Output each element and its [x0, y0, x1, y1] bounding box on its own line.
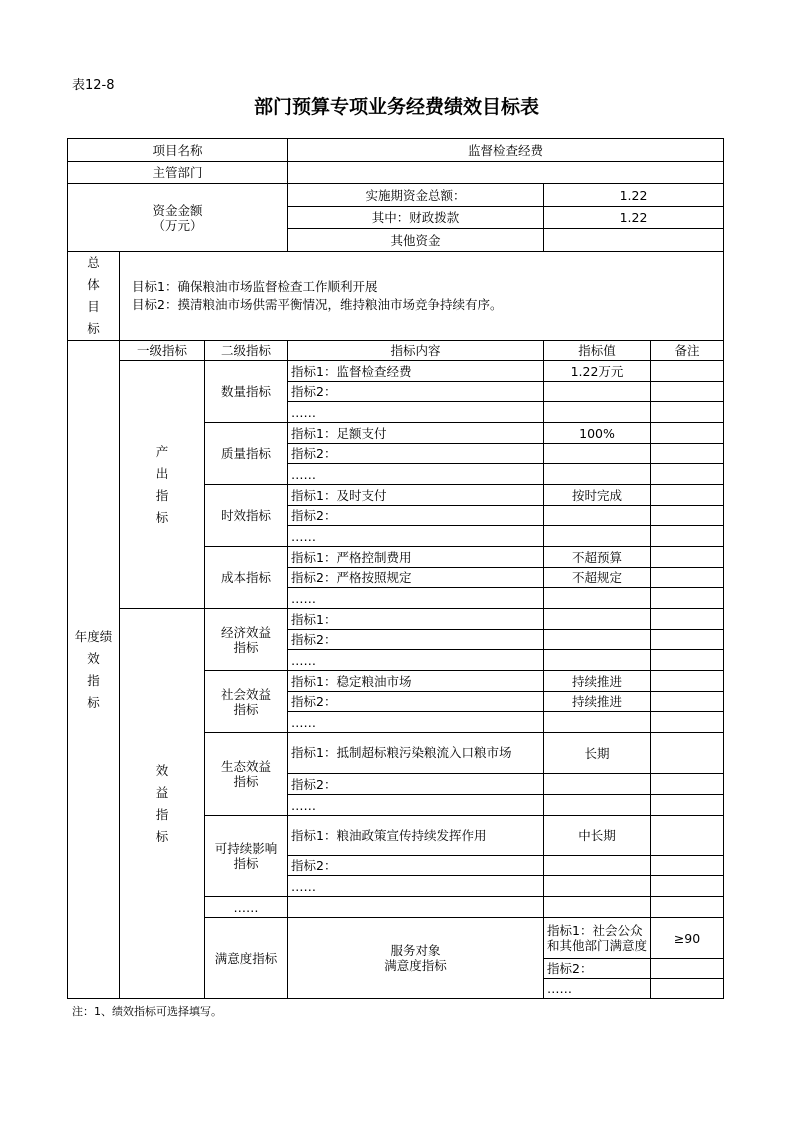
- social-value-2: 持续推进: [544, 692, 651, 712]
- quantity-value-2: [544, 382, 651, 402]
- service-target-indicator-label: 服务对象 满意度指标: [288, 918, 544, 999]
- header-level1: 一级指标: [120, 341, 205, 361]
- ecological-indicator-label: 生态效益 指标: [205, 733, 288, 816]
- ecological-item-2: 指标2：: [288, 774, 544, 795]
- sustainable-value-2: [544, 856, 651, 876]
- cost-ellipsis-remark: [651, 588, 724, 609]
- timeliness-remark-2: [651, 506, 724, 526]
- timeliness-value-2: [544, 506, 651, 526]
- quantity-remark-2: [651, 382, 724, 402]
- quantity-item-2: 指标2：: [288, 382, 544, 402]
- service-ellipsis-value: [651, 979, 724, 999]
- fiscal-funds-value: 1.22: [544, 207, 724, 229]
- header-remark: 备注: [651, 341, 724, 361]
- quantity-indicator-label: 数量指标: [205, 361, 288, 423]
- funds-label: [68, 184, 288, 252]
- social-ellipsis: ……: [288, 712, 544, 733]
- service-item-1: 指标1：社会公众和其他部门满意度: [544, 918, 651, 959]
- performance-target-table: [67, 138, 724, 999]
- service-value-1: ≥90: [651, 918, 724, 959]
- output-indicators-label: 产 出 指 标: [120, 361, 205, 609]
- benefit-more-ellipsis: ……: [205, 897, 288, 918]
- economic-ellipsis: ……: [288, 650, 544, 671]
- timeliness-ellipsis-value: [544, 526, 651, 547]
- sustainable-ellipsis-remark: [651, 876, 724, 897]
- cost-remark-1: [651, 547, 724, 568]
- dept-label: 主管部门: [68, 162, 288, 184]
- sustainable-indicator-label: 可持续影响 指标: [205, 816, 288, 897]
- benefit-more-value: [544, 897, 651, 918]
- timeliness-remark-1: [651, 485, 724, 506]
- timeliness-item-1: 指标1：及时支付: [288, 485, 544, 506]
- economic-item-2: 指标2：: [288, 630, 544, 650]
- ecological-remark-2: [651, 774, 724, 795]
- header-value: 指标值: [544, 341, 651, 361]
- other-funds-label: 其他资金: [288, 229, 544, 252]
- ecological-value-2: [544, 774, 651, 795]
- cost-item-2: 指标2：严格按照规定: [288, 568, 544, 588]
- quality-indicator-label: 质量指标: [205, 423, 288, 485]
- quality-ellipsis-remark: [651, 464, 724, 485]
- social-remark-1: [651, 671, 724, 692]
- benefit-more-remark: [651, 897, 724, 918]
- sustainable-item-1: 指标1：粮油政策宣传持续发挥作用: [288, 816, 544, 856]
- quality-value-2: [544, 444, 651, 464]
- fiscal-funds-label: 其中：财政拨款: [288, 207, 544, 229]
- benefit-indicators-label: 效 益 指 标: [120, 609, 205, 999]
- overall-goals-content: [120, 252, 724, 341]
- economic-remark-1: [651, 609, 724, 630]
- footnote: 注：1、绩效指标可选择填写。: [72, 1005, 222, 1018]
- timeliness-indicator-label: 时效指标: [205, 485, 288, 547]
- table-number-label: 表12-8: [72, 78, 115, 93]
- quantity-ellipsis-remark: [651, 402, 724, 423]
- quantity-value-1: 1.22万元: [544, 361, 651, 382]
- funds-label-line-2: （万元）: [152, 217, 203, 233]
- goal-1: 目标1：确保粮油市场监督检查工作顺利开展: [132, 279, 378, 294]
- total-funds-label: 实施期资金总额：: [288, 184, 544, 207]
- timeliness-item-2: 指标2：: [288, 506, 544, 526]
- economic-value-1: [544, 609, 651, 630]
- sustainable-ellipsis-value: [544, 876, 651, 897]
- cost-item-1: 指标1：严格控制费用: [288, 547, 544, 568]
- ecological-ellipsis: ……: [288, 795, 544, 816]
- sustainable-remark-2: [651, 856, 724, 876]
- quality-item-2: 指标2：: [288, 444, 544, 464]
- timeliness-value-1: 按时完成: [544, 485, 651, 506]
- quality-item-1: 指标1：足额支付: [288, 423, 544, 444]
- social-indicator-label: 社会效益 指标: [205, 671, 288, 733]
- economic-indicator-label: 经济效益 指标: [205, 609, 288, 671]
- ecological-ellipsis-remark: [651, 795, 724, 816]
- satisfaction-indicators-label: 满意度指标: [205, 918, 288, 999]
- benefit-more-content: [288, 897, 544, 918]
- social-item-1: 指标1：稳定粮油市场: [288, 671, 544, 692]
- sustainable-remark-1: [651, 816, 724, 856]
- service-ellipsis: ……: [544, 979, 651, 999]
- social-ellipsis-remark: [651, 712, 724, 733]
- quantity-remark-1: [651, 361, 724, 382]
- economic-value-2: [544, 630, 651, 650]
- annual-indicators-label: 年度绩 效 指 标: [68, 341, 120, 999]
- ecological-item-1: 指标1：抵制超标粮污染粮流入口粮市场: [288, 733, 544, 774]
- ecological-ellipsis-value: [544, 795, 651, 816]
- economic-ellipsis-value: [544, 650, 651, 671]
- service-item-2: 指标2：: [544, 959, 651, 979]
- cost-indicator-label: 成本指标: [205, 547, 288, 609]
- quantity-ellipsis: ……: [288, 402, 544, 423]
- goal-2: 目标2：摸清粮油市场供需平衡情况，维持粮油市场竞争持续有序。: [132, 297, 503, 312]
- cost-remark-2: [651, 568, 724, 588]
- cost-ellipsis-value: [544, 588, 651, 609]
- ecological-value-1: 长期: [544, 733, 651, 774]
- quantity-item-1: 指标1：监督检查经费: [288, 361, 544, 382]
- timeliness-ellipsis: ……: [288, 526, 544, 547]
- ecological-remark-1: [651, 733, 724, 774]
- sustainable-value-1: 中长期: [544, 816, 651, 856]
- social-item-2: 指标2：: [288, 692, 544, 712]
- document-title: 部门预算专项业务经费绩效目标表: [253, 96, 539, 118]
- cost-ellipsis: ……: [288, 588, 544, 609]
- project-name-value: 监督检查经费: [288, 139, 724, 162]
- project-name-label: 项目名称: [68, 139, 288, 162]
- quality-remark-2: [651, 444, 724, 464]
- economic-ellipsis-remark: [651, 650, 724, 671]
- other-funds-value: [544, 229, 724, 252]
- service-value-2: [651, 959, 724, 979]
- quality-ellipsis: ……: [288, 464, 544, 485]
- quality-remark-1: [651, 423, 724, 444]
- quality-ellipsis-value: [544, 464, 651, 485]
- quantity-ellipsis-value: [544, 402, 651, 423]
- economic-remark-2: [651, 630, 724, 650]
- social-value-1: 持续推进: [544, 671, 651, 692]
- total-funds-value: 1.22: [544, 184, 724, 207]
- economic-item-1: 指标1：: [288, 609, 544, 630]
- social-remark-2: [651, 692, 724, 712]
- timeliness-ellipsis-remark: [651, 526, 724, 547]
- funds-label-line-1: 资金金额: [152, 202, 203, 218]
- sustainable-ellipsis: ……: [288, 876, 544, 897]
- quality-value-1: 100%: [544, 423, 651, 444]
- cost-value-1: 不超预算: [544, 547, 651, 568]
- header-content: 指标内容: [288, 341, 544, 361]
- overall-goals-label: 总 体 目 标: [68, 252, 120, 341]
- sustainable-item-2: 指标2：: [288, 856, 544, 876]
- social-ellipsis-value: [544, 712, 651, 733]
- dept-value: [288, 162, 724, 184]
- header-level2: 二级指标: [205, 341, 288, 361]
- cost-value-2: 不超规定: [544, 568, 651, 588]
